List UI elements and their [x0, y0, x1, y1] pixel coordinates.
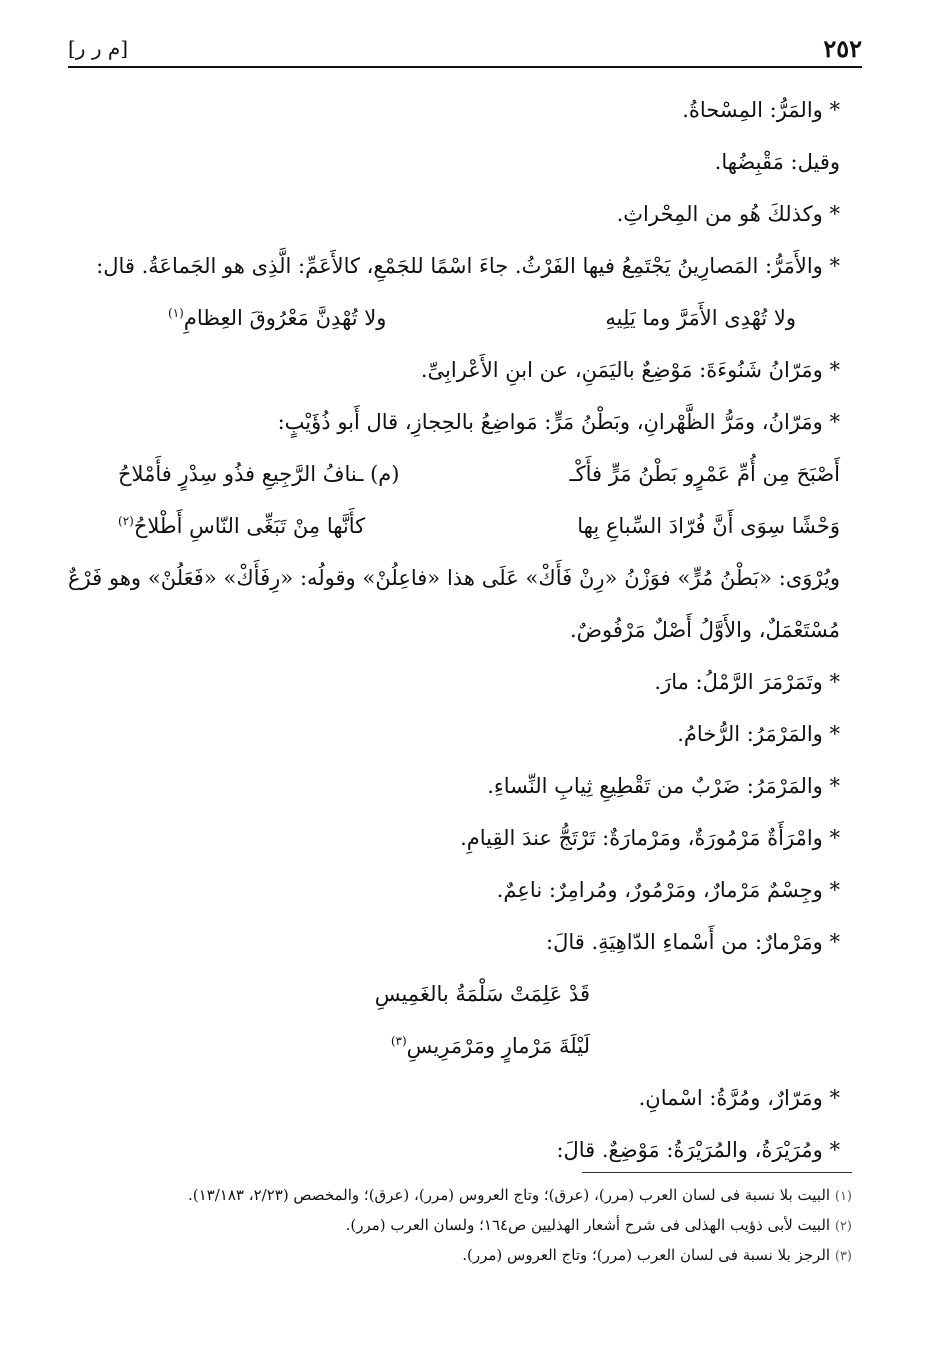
text-line: * والمَرُّ: المِسْحاةُ.: [682, 98, 840, 122]
verse-second-hemistich: (م) ـنافُ الرَّجِيعِ فذُو سِدْرٍ فأَمْلاحُ: [118, 462, 400, 486]
footnote-text: البيت بلا نسبة فى لسان العرب (مرر)، (عرق)؛ وتاج العروس (مرر)، (عرق)؛ والمخصص (٢/٢٣، ١٣/١٨٣).: [188, 1186, 831, 1204]
poetry-verse: [118, 448, 840, 500]
footnotes: [68, 1172, 852, 1271]
poetry-verse: [168, 292, 796, 344]
poetry-verse: [118, 500, 840, 552]
text-paragraph: ويُرْوَى: «بَطْنُ مُرٍّ» فوَزْنُ «رِنْ فَأَكْ» عَلَى هذا «فاعِلُنْ» وقولُه: «رِفَأَكْ» «فَعَلُنْ» وهو فَرْعٌ مُسْتَعْمَلٌ، والأَوَّلُ أَصْلٌ مَرْفُوضٌ.: [68, 566, 840, 642]
footnote-ref: (٢): [118, 514, 134, 528]
main-text: [68, 84, 840, 1176]
text-line: * ومَرّانُ شَنُوءَةَ: مَوْضِعٌ باليَمَنِ، عن ابنِ الأَعْرابِىِّ.: [420, 358, 840, 382]
footnote: [68, 1181, 852, 1211]
footnote-number: (٣): [834, 1249, 852, 1264]
footnote-divider: [582, 1172, 852, 1173]
text-line: * ومَرّارٌ، ومُرَّةُ: اسْمانِ.: [638, 1086, 840, 1110]
text-line: * ومَرّانُ، ومَرُّ الظَّهْرانِ، وبَطْنُ مَرٍّ: مَواضِعُ بالحِجازِ، قال أَبو ذُؤَيْبٍ:: [277, 410, 840, 434]
text-line: * وكذلكَ هُو من المِحْراثِ.: [616, 202, 840, 226]
footnote-number: (١): [834, 1189, 852, 1204]
root-letters: [م ر ر]: [68, 36, 129, 60]
rajaz-verse-line: لَيْلَةَ مَرْمارٍ ومَرْمَرِيسِ$^{(٣)}$: [390, 1034, 590, 1058]
page-header: [68, 30, 862, 68]
verse-first-hemistich: أَصْبَحَ مِن أُمِّ عَمْرٍو بَطْنُ مَرٍّ فأَكْـ: [569, 462, 840, 486]
text-line: وقيل: مَقْبِضُها.: [714, 150, 840, 174]
text-paragraph: * والأَمَرُّ: المَصارِينُ يَجْتَمِعُ فيها الفَرْثُ. جاءَ اسْمًا للجَمْعِ، كالأَعَمِّ: الَّذِى هو الجَماعَةُ. قال:: [96, 254, 840, 278]
verse-second-hemistich: كأَنَّها مِنْ تَبَغِّى النّاسِ أَطْلاحُ$^{(٢)}$: [118, 514, 366, 538]
text-line: * وجِسْمٌ مَرْمارٌ، ومَرْمُورٌ، ومُرامِرٌ: ناعِمٌ.: [496, 878, 840, 902]
footnote-number: (٢): [834, 1219, 852, 1234]
page-number: ٢٥٢: [823, 33, 862, 63]
footnote-text: البيت لأبى ذؤيب الهذلى فى شرح أشعار الهذليين ص١٦٤؛ ولسان العرب (مرر).: [345, 1216, 831, 1234]
text-line: * وتَمَرْمَرَ الرَّمْلُ: مارَ.: [654, 670, 840, 694]
footnote: [68, 1241, 852, 1271]
text-line: * والمَرْمَرُ: ضَرْبٌ من تَقْطِيعِ ثِيابِ النِّساءِ.: [487, 774, 840, 798]
text-line: * والمَرْمَرُ: الرُّخامُ.: [677, 722, 840, 746]
verse-first-hemistich: ولا تُهْدِى الأَمَرَّ وما يَلِيهِ: [605, 306, 796, 330]
footnote-text: الرجز بلا نسبة فى لسان العرب (مرر)؛ وتاج العروس (مرر).: [462, 1246, 831, 1264]
footnote-ref: (٣): [390, 1034, 407, 1048]
verse-first-hemistich: وَحْشًا سِوَى أَنَّ فُرّادَ السِّباعِ بِها: [577, 514, 840, 538]
text-line: * وامْرَأَةٌ مَرْمُورَةٌ، ومَرْمارَةٌ: تَرْتَجُّ عندَ القِيامِ.: [460, 826, 840, 850]
footnote-ref: (١): [168, 306, 184, 320]
text-line: * ومُرَيْرَةُ، والمُرَيْرَةُ: مَوْضِعٌ. قالَ:: [556, 1138, 840, 1162]
rajaz-verse-line: قَدْ عَلِمَتْ سَلْمَةُ بالغَمِيسِ: [374, 982, 590, 1006]
footnote: [68, 1211, 852, 1241]
text-line: * ومَرْمارٌ: من أَسْماءِ الدّاهِيَةِ. قالَ:: [546, 930, 840, 954]
verse-second-hemistich: ولا تُهْدِنَّ مَعْرُوقَ العِظامِ$^{(١)}$: [168, 306, 387, 330]
